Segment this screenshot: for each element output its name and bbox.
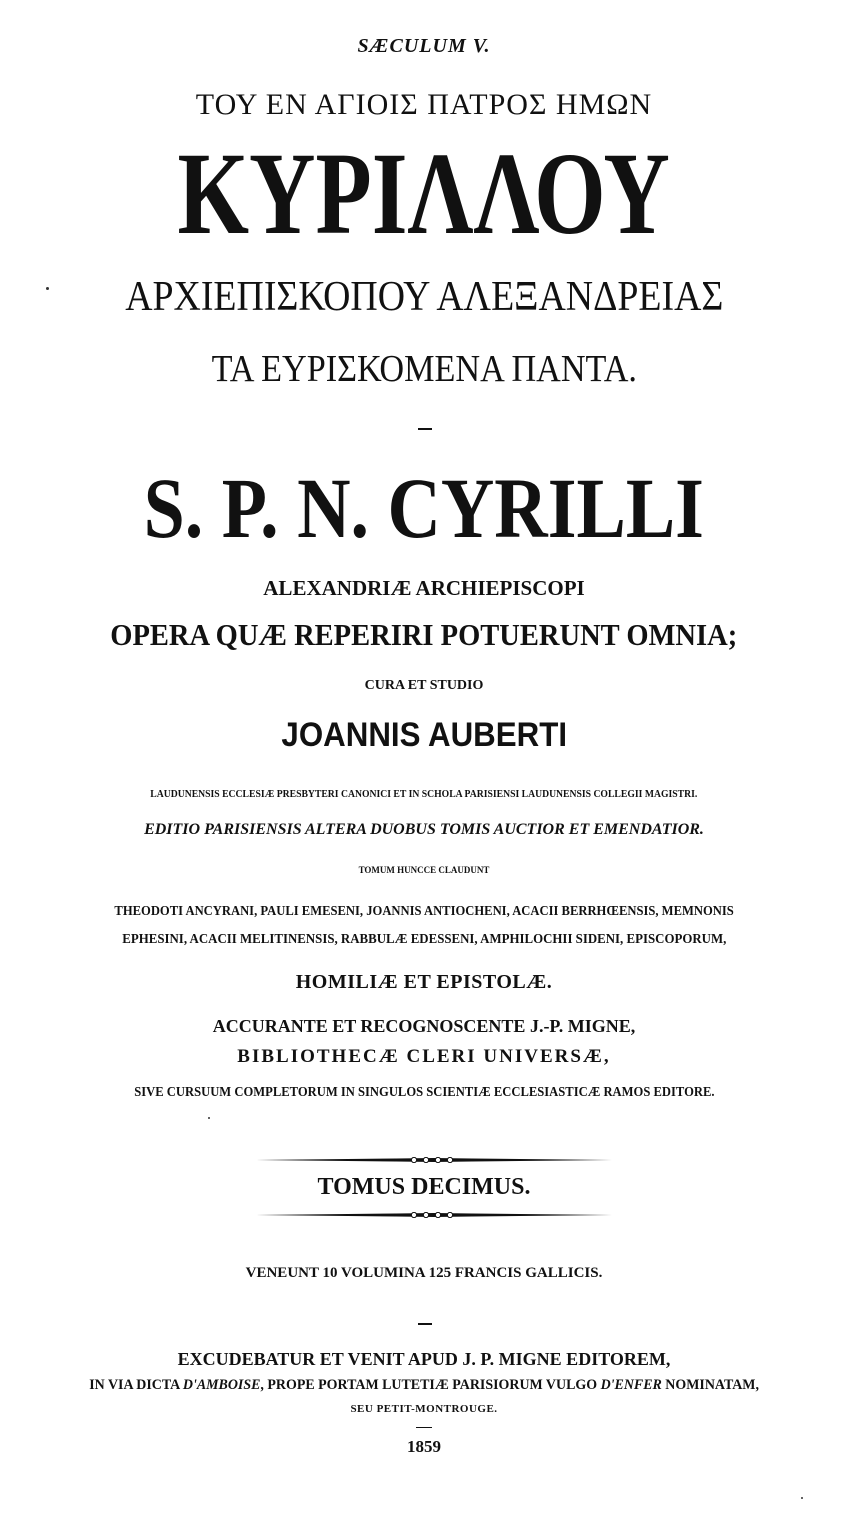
ornamental-rule-bottom: [256, 1212, 612, 1218]
imprint-line-3: SEU PETIT-MONTROUGE.: [350, 1403, 498, 1415]
latin-works: OPERA QUÆ REPERIRI POTUERUNT OMNIA;: [110, 617, 738, 652]
imprint-line-2: IN VIA DICTA D'AMBOISE, PROPE PORTAM LUTETIÆ PARISIORUM VULGO D'ENFER NOMINATAM,: [89, 1377, 759, 1393]
greek-name: ΚΥΡΙΛΛΟΥ: [177, 128, 671, 259]
edition-statement: EDITIO PARISIENSIS ALTERA DUOBUS TOMIS AUCTIOR ET EMENDATIOR.: [144, 821, 704, 838]
cursuum-line: SIVE CURSUUM COMPLETORUM IN SINGULOS SCIENTIÆ ECCLESIASTICÆ RAMOS EDITORE.: [133, 1085, 715, 1100]
homiliae-et-epistolae: HOMILIÆ ET EPISTOLÆ.: [295, 971, 553, 993]
separator-dash-2: [418, 1323, 432, 1325]
latin-title: ALEXANDRIÆ ARCHIEPISCOPI: [263, 576, 585, 600]
editor-name: JOANNIS AUBERTI: [281, 716, 567, 754]
tomus-decimus: TOMUS DECIMUS.: [317, 1174, 531, 1200]
bibliotheca-line: BIBLIOTHECÆ CLERI UNIVERSÆ,: [237, 1046, 611, 1067]
accurante-line: ACCURANTE ET RECOGNOSCENTE J.-P. MIGNE,: [212, 1016, 636, 1036]
scan-speck: [46, 287, 49, 290]
authors-line-2: EPHESINI, ACACII MELITINENSIS, RABBULÆ EDESSENI, AMPHILOCHII SIDENI, EPISCOPORUM,: [121, 932, 727, 947]
cura-et-studio: CURA ET STUDIO: [364, 678, 484, 693]
greek-title: ΑΡΧΙΕΠΙΣΚΟΠΟΥ ΑΛΕΞΑΝΔΡΕΙΑΣ: [124, 274, 724, 320]
separator-dash: [418, 428, 432, 430]
imprint-line-1: EXCUDEBATUR ET VENIT APUD J. P. MIGNE EDITOREM,: [177, 1349, 671, 1369]
saeculum: SÆCULUM V.: [357, 35, 491, 57]
latin-name: S. P. N. CYRILLI: [143, 460, 705, 556]
greek-works: ΤΑ ΕΥΡΙΣΚΟΜΕΝΑ ΠΑΝΤΑ.: [211, 348, 637, 390]
veneunt-line: VENEUNT 10 VOLUMINA 125 FRANCIS GALLICIS.: [245, 1265, 603, 1281]
publication-year: 1859: [407, 1437, 441, 1456]
scan-speck: [208, 1117, 210, 1119]
tomum-claudunt: TOMUM HUNCCE CLAUDUNT: [358, 865, 490, 875]
greek-intro: ΤΟΥ ΕΝ ΑΓΙΟΙΣ ΠΑΤΡΟΣ ΗΜΩΝ: [195, 88, 653, 121]
separator-dash-3: [416, 1427, 432, 1428]
authors-line-1: THEODOTI ANCYRANI, PAULI EMESENI, JOANNIS ANTIOCHENI, ACACII BERRHŒENSIS, MEMNONIS: [114, 904, 734, 919]
ornamental-rule-top: [256, 1157, 612, 1163]
scan-speck: [801, 1497, 803, 1499]
editor-description: LAUDUNENSIS ECCLESIÆ PRESBYTERI CANONICI ET IN SCHOLA PARISIENSI LAUDUNENSIS COLLEGII MAGISTRI.: [150, 788, 698, 800]
